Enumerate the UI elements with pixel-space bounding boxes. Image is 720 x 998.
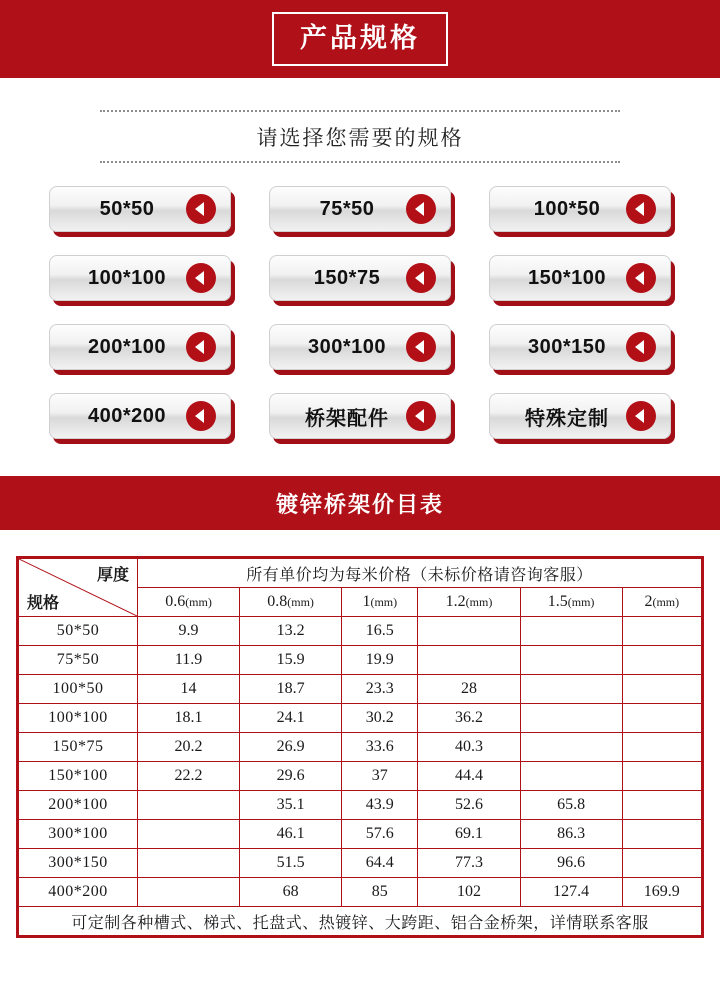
table-span-header: 所有单价均为每米价格（未标价格请咨询客服）	[138, 559, 702, 588]
price-cell: 85	[342, 878, 418, 907]
price-cell: 40.3	[418, 733, 520, 762]
spec-button-75x50[interactable]	[269, 186, 451, 232]
price-cell	[520, 762, 622, 791]
spec-button-cell	[30, 393, 250, 439]
spec-selection-section	[0, 78, 720, 462]
spec-button-100x100[interactable]	[49, 255, 231, 301]
spec-button-300x150[interactable]	[489, 324, 671, 370]
price-cell: 29.6	[240, 762, 342, 791]
spec-button-cell	[470, 186, 690, 232]
spec-button-50x50[interactable]	[49, 186, 231, 232]
price-cell	[138, 791, 240, 820]
spec-button-label: 50*50	[99, 197, 155, 220]
price-cell	[520, 733, 622, 762]
spec-button-label: 100*50	[533, 197, 601, 220]
price-table-wrap	[16, 556, 704, 938]
price-cell: 30.2	[342, 704, 418, 733]
arrow-right-icon	[406, 263, 436, 293]
price-cell	[138, 820, 240, 849]
arrow-right-icon	[406, 332, 436, 362]
col-unit: (mm)	[465, 595, 493, 609]
price-cell: 24.1	[240, 704, 342, 733]
col-header-0.8	[240, 588, 342, 617]
price-cell	[418, 646, 520, 675]
spec-button-label: 150*100	[527, 266, 607, 289]
price-cell	[520, 704, 622, 733]
spec-button-cell	[30, 186, 250, 232]
spec-button-cell	[30, 324, 250, 370]
table-row	[19, 849, 702, 878]
spec-button-label: 200*100	[87, 335, 167, 358]
price-cell	[622, 849, 701, 878]
page-banner	[0, 0, 720, 78]
price-cell: 18.1	[138, 704, 240, 733]
price-cell: 65.8	[520, 791, 622, 820]
spec-button-cell	[470, 324, 690, 370]
table-footnote: 可定制各种槽式、梯式、托盘式、热镀锌、大跨距、铝合金桥架，详情联系客服	[19, 907, 702, 936]
price-cell	[520, 675, 622, 704]
arrow-right-icon	[626, 194, 656, 224]
spec-button-cell	[30, 255, 250, 301]
price-cell: 15.9	[240, 646, 342, 675]
divider-bottom	[100, 161, 620, 164]
col-header-1	[342, 588, 418, 617]
col-value: 1.2	[445, 593, 466, 610]
spec-button-label: 150*75	[313, 266, 381, 289]
row-spec: 50*50	[19, 617, 138, 646]
arrow-right-icon	[406, 401, 436, 431]
spec-button-label: 400*200	[87, 404, 167, 427]
price-cell	[622, 675, 701, 704]
price-cell	[622, 617, 701, 646]
spec-button-label: 桥架配件	[305, 407, 389, 430]
spec-button-custom[interactable]	[489, 393, 671, 439]
banner-title-box	[272, 12, 448, 66]
price-cell: 26.9	[240, 733, 342, 762]
row-spec: 100*50	[19, 675, 138, 704]
col-header-1.2	[418, 588, 520, 617]
price-cell: 64.4	[342, 849, 418, 878]
price-cell: 127.4	[520, 878, 622, 907]
col-unit: (mm)	[567, 595, 595, 609]
price-cell: 37	[342, 762, 418, 791]
price-cell: 28	[418, 675, 520, 704]
row-spec: 150*100	[19, 762, 138, 791]
price-cell: 43.9	[342, 791, 418, 820]
price-section-bar	[0, 476, 720, 530]
spec-button-100x50[interactable]	[489, 186, 671, 232]
thickness-label: 厚度	[96, 567, 129, 584]
row-spec: 300*100	[19, 820, 138, 849]
price-cell: 46.1	[240, 820, 342, 849]
col-unit: (mm)	[185, 595, 212, 609]
spec-button-label: 300*100	[307, 335, 387, 358]
table-row	[19, 733, 702, 762]
price-cell: 11.9	[138, 646, 240, 675]
price-cell: 9.9	[138, 617, 240, 646]
price-cell: 16.5	[342, 617, 418, 646]
price-cell: 22.2	[138, 762, 240, 791]
spec-button-cell	[250, 186, 470, 232]
price-section-title: 镀锌桥架价目表	[275, 491, 444, 517]
spec-label: 规格	[27, 595, 60, 612]
price-cell	[622, 762, 701, 791]
arrow-right-icon	[186, 263, 216, 293]
table-footnote-row	[19, 907, 702, 936]
spec-button-cell	[470, 255, 690, 301]
spec-button-150x100[interactable]	[489, 255, 671, 301]
row-spec: 400*200	[19, 878, 138, 907]
arrow-right-icon	[626, 263, 656, 293]
price-cell: 19.9	[342, 646, 418, 675]
col-unit: (mm)	[370, 595, 398, 609]
price-cell	[622, 791, 701, 820]
price-cell: 44.4	[418, 762, 520, 791]
price-cell	[520, 646, 622, 675]
col-value: 0.8	[267, 593, 288, 610]
row-spec: 150*75	[19, 733, 138, 762]
price-cell	[622, 646, 701, 675]
spec-button-label: 特殊定制	[525, 407, 609, 430]
spec-button-300x100[interactable]	[269, 324, 451, 370]
table-corner-cell	[19, 559, 138, 617]
row-spec: 200*100	[19, 791, 138, 820]
table-row	[19, 820, 702, 849]
spec-button-label: 75*50	[319, 197, 375, 220]
spec-button-grid	[30, 186, 690, 462]
arrow-right-icon	[186, 194, 216, 224]
col-value: 1.5	[547, 593, 568, 610]
price-cell	[138, 849, 240, 878]
row-spec: 100*100	[19, 704, 138, 733]
col-value: 0.6	[165, 593, 186, 610]
price-cell: 68	[240, 878, 342, 907]
arrow-right-icon	[186, 332, 216, 362]
arrow-right-icon	[186, 401, 216, 431]
table-row	[19, 646, 702, 675]
price-cell	[138, 878, 240, 907]
spec-button-150x75[interactable]	[269, 255, 451, 301]
price-cell: 35.1	[240, 791, 342, 820]
price-cell: 52.6	[418, 791, 520, 820]
table-row	[19, 762, 702, 791]
spec-button-cell	[250, 324, 470, 370]
col-value: 1	[362, 593, 371, 610]
arrow-right-icon	[626, 332, 656, 362]
arrow-right-icon	[626, 401, 656, 431]
price-cell: 96.6	[520, 849, 622, 878]
price-cell: 51.5	[240, 849, 342, 878]
col-unit: (mm)	[287, 595, 314, 609]
price-cell: 14	[138, 675, 240, 704]
price-cell: 20.2	[138, 733, 240, 762]
spec-button-400x200[interactable]	[49, 393, 231, 439]
price-cell: 57.6	[342, 820, 418, 849]
arrow-right-icon	[406, 194, 436, 224]
row-spec: 300*150	[19, 849, 138, 878]
price-cell: 23.3	[342, 675, 418, 704]
page-title: 产品规格	[300, 23, 420, 53]
price-table	[18, 558, 702, 936]
spec-button-200x100[interactable]	[49, 324, 231, 370]
spec-button-accessories[interactable]	[269, 393, 451, 439]
table-row	[19, 878, 702, 907]
price-cell	[622, 820, 701, 849]
table-row	[19, 617, 702, 646]
col-unit: (mm)	[652, 595, 680, 609]
price-cell	[418, 617, 520, 646]
col-header-0.6	[138, 588, 240, 617]
spec-button-label: 100*100	[87, 266, 167, 289]
spec-heading: 请选择您需要的规格	[256, 127, 464, 150]
price-cell: 102	[418, 878, 520, 907]
price-cell: 169.9	[622, 878, 701, 907]
spec-heading-wrap	[100, 110, 620, 164]
col-header-2	[622, 588, 701, 617]
table-row	[19, 791, 702, 820]
col-value: 2	[644, 593, 653, 610]
price-cell	[520, 617, 622, 646]
spec-button-cell	[470, 393, 690, 439]
price-cell: 86.3	[520, 820, 622, 849]
row-spec: 75*50	[19, 646, 138, 675]
price-cell: 69.1	[418, 820, 520, 849]
table-row	[19, 704, 702, 733]
price-cell: 18.7	[240, 675, 342, 704]
price-cell: 13.2	[240, 617, 342, 646]
price-cell	[622, 733, 701, 762]
spec-button-cell	[250, 255, 470, 301]
price-cell	[622, 704, 701, 733]
price-cell: 33.6	[342, 733, 418, 762]
table-header-row	[19, 559, 702, 588]
table-row	[19, 675, 702, 704]
spec-button-label: 300*150	[527, 335, 607, 358]
price-cell: 36.2	[418, 704, 520, 733]
spec-button-cell	[250, 393, 470, 439]
price-cell: 77.3	[418, 849, 520, 878]
col-header-1.5	[520, 588, 622, 617]
